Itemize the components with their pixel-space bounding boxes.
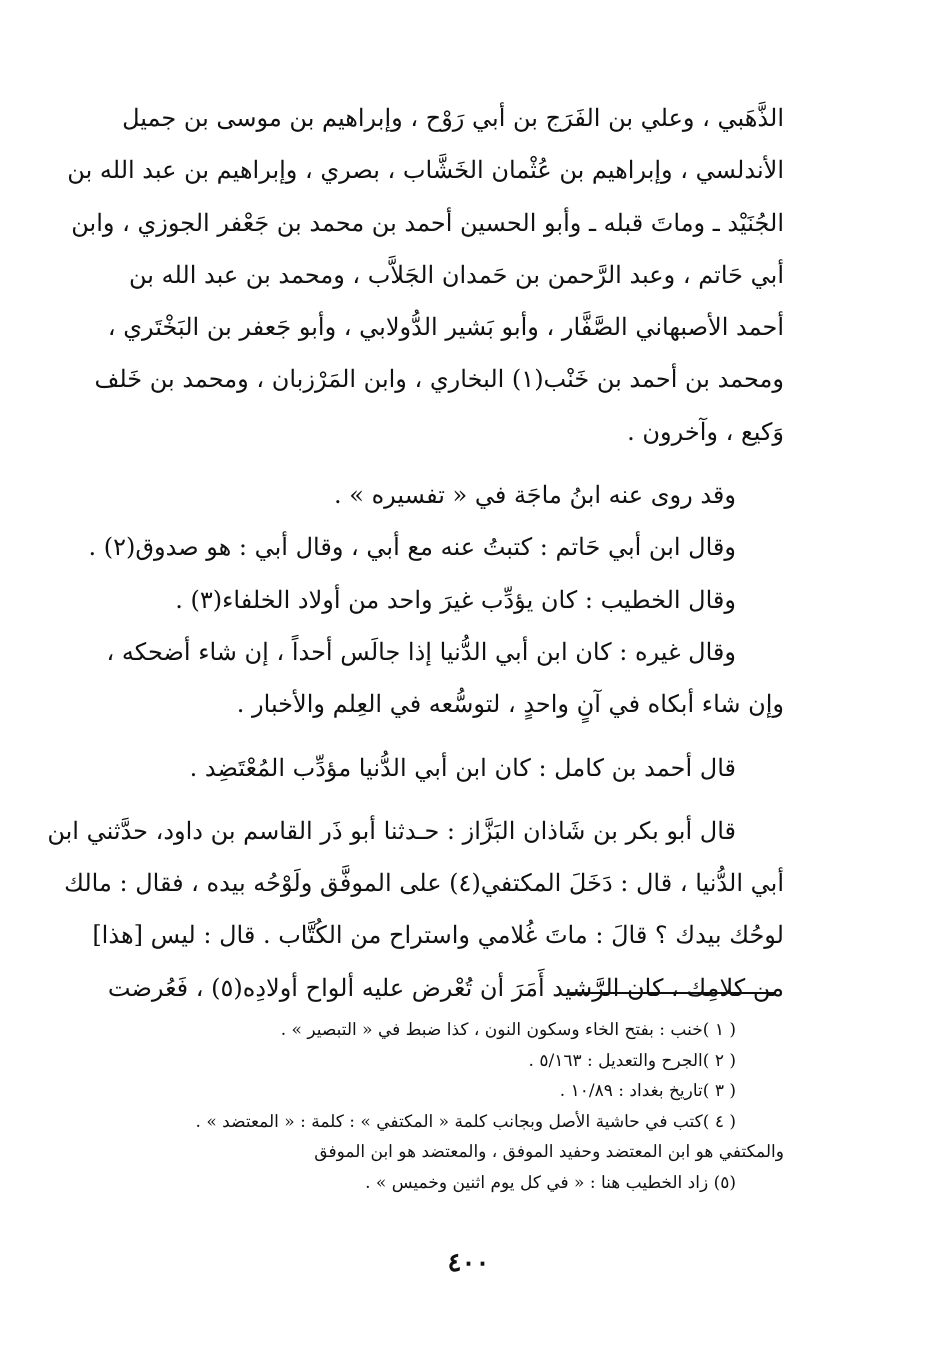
text-line: ومحمد بن أحمد بن خَنْب(١) البخاري ، وابن المَرْزبان ، ومحمد بن خَلف xyxy=(94,365,784,394)
footnote: ( ٤ )كتب في حاشية الأصل وبجانب كلمة « المكتفي » : كلمة : « المعتضد » . xyxy=(195,1111,736,1132)
footnote: ( ٣ )تاريخ بغداد : ١٠/٨٩ . xyxy=(559,1081,736,1102)
text-line: وقال الخطيب : كان يؤدِّب غيرَ واحد من أولاد الخلفاء(٣) . xyxy=(175,585,736,614)
text-line: وَكيع ، وآخرون . xyxy=(627,417,784,446)
text-line: أبي الدُّنيا ، قال : دَخَلَ المكتفي(٤) على الموفَّق ولَوْحُه بيده ، فقال : مالك xyxy=(64,869,784,898)
text-line: قال أبو بكر بن شَاذان البَزَّاز : حـدثنا أبو ذَر القاسم بن داود، حدَّثني ابن xyxy=(47,816,736,845)
main-text xyxy=(47,92,784,1014)
text-line: من كلامِك ، كان الرَّشيد أَمَرَ أن تُعْرض عليه ألواح أولادِه(٥) ، فَعُرضت xyxy=(107,973,784,1002)
text-line: قال أحمد بن كامل : كان ابن أبي الدُّنيا مؤدِّب المُعْتَضِد . xyxy=(189,753,736,782)
text-line: وقد روى عنه ابنُ ماجَة في « تفسيره » . xyxy=(334,481,736,510)
text-line: أحمد الأصبهاني الصَّفَّار ، وأبو بَشير الدُّولابي ، وأبو جَعفر بن البَخْتَري ، xyxy=(107,313,784,342)
footnotes xyxy=(104,1015,784,1199)
footnote: (٥) زاد الخطيب هنا : « في كل يوم اثنين وخميس » . xyxy=(365,1172,736,1193)
text-line: الأندلسي ، وإبراهيم بن عُثْمان الخَشَّاب ، بصري ، وإبراهيم بن عبد الله بن xyxy=(67,156,784,185)
text-line: وقال غيره : كان ابن أبي الدُّنيا إذا جالَس أحداً ، إن شاء أضحكه ، xyxy=(106,637,736,666)
footnote-continuation: والمكتفي هو ابن المعتضد وحفيد الموفق ، والمعتضد هو ابن الموفق xyxy=(314,1142,784,1163)
text-line: لوحُك بيدك ؟ قالَ : ماتَ غُلامي واستراح من الكُتَّاب . قال : ليس [هذا] xyxy=(92,921,784,950)
text-line: وقال ابن أبي حَاتم : كتبتُ عنه مع أبي ، وقال أبي : هو صدوق(٢) . xyxy=(88,533,736,562)
text-line: الذَّهَبي ، وعلي بن الفَرَج بن أبي رَوْح ، وإبراهيم بن موسى بن جميل xyxy=(122,104,784,132)
footnote: ( ٢ )الجرح والتعديل : ٥/١٦٣ . xyxy=(528,1050,736,1071)
footnote: ( ١ )خنب : بفتح الخاء وسكون النون ، كذا ضبط في « التبصير » . xyxy=(280,1020,736,1040)
text-line: وإن شاء أبكاه في آنٍ واحدٍ ، لتوسُّعه في العِلم والأخبار . xyxy=(236,690,784,719)
text-line: أبي حَاتم ، وعبد الرَّحمن بن حَمدان الجَلاَّب ، ومحمد بن عبد الله بن xyxy=(129,260,784,289)
footnote-divider xyxy=(570,992,775,994)
text-line: الجُنَيْد ـ وماتَ قبله ـ وأبو الحسين أحمد بن محمد بن جَعْفر الجوزي ، وابن xyxy=(71,208,784,237)
page-number: ٤٠٠ xyxy=(447,1248,490,1278)
